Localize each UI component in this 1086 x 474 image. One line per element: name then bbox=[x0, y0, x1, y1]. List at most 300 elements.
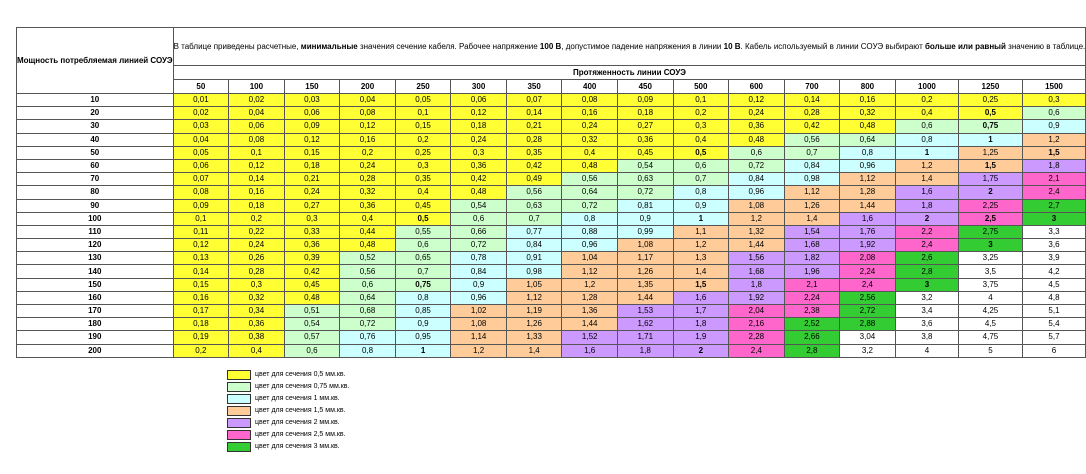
section-cell: 0,06 bbox=[284, 107, 340, 120]
power-value: 170 bbox=[17, 305, 174, 318]
section-cell: 0,06 bbox=[451, 94, 507, 107]
section-cell: 0,72 bbox=[451, 239, 507, 252]
length-value: 350 bbox=[506, 80, 562, 94]
section-cell: 0,76 bbox=[340, 331, 396, 344]
section-cell: 0,63 bbox=[617, 173, 673, 186]
legend-label: цвет для сечения 1 мм.кв. bbox=[255, 395, 340, 402]
legend-label: цвет для сечения 0,75 мм.кв. bbox=[255, 383, 350, 390]
section-cell: 0,98 bbox=[784, 173, 840, 186]
section-cell: 1,2 bbox=[1022, 133, 1086, 146]
section-cell: 0,54 bbox=[451, 199, 507, 212]
section-cell: 0,02 bbox=[229, 94, 285, 107]
section-cell: 0,36 bbox=[340, 199, 396, 212]
section-cell: 0,39 bbox=[284, 252, 340, 265]
legend-swatch bbox=[227, 394, 251, 404]
section-cell: 0,84 bbox=[451, 265, 507, 278]
section-cell: 1,44 bbox=[840, 199, 896, 212]
section-cell: 1,7 bbox=[673, 305, 729, 318]
section-cell: 1,76 bbox=[840, 225, 896, 238]
section-cell: 0,42 bbox=[451, 173, 507, 186]
section-cell: 0,4 bbox=[395, 186, 451, 199]
power-value: 110 bbox=[17, 225, 174, 238]
section-cell: 1,52 bbox=[562, 331, 618, 344]
section-cell: 1,1 bbox=[673, 225, 729, 238]
table-row bbox=[17, 265, 1086, 278]
section-cell: 1,54 bbox=[784, 225, 840, 238]
section-cell: 1,26 bbox=[506, 318, 562, 331]
length-value: 200 bbox=[340, 80, 396, 94]
section-cell: 0,6 bbox=[284, 344, 340, 357]
table-row bbox=[17, 212, 1086, 225]
section-cell: 0,32 bbox=[562, 133, 618, 146]
section-cell: 0,2 bbox=[395, 133, 451, 146]
section-cell: 0,32 bbox=[840, 107, 896, 120]
section-cell: 0,36 bbox=[284, 239, 340, 252]
section-cell: 1,08 bbox=[617, 239, 673, 252]
legend-item bbox=[227, 394, 340, 405]
section-cell: 1 bbox=[895, 146, 958, 159]
section-cell: 0,48 bbox=[562, 159, 618, 172]
table-row bbox=[17, 305, 1086, 318]
length-value: 400 bbox=[562, 80, 618, 94]
legend-label: цвет для сечения 0,5 мм.кв. bbox=[255, 371, 346, 378]
section-cell: 0,28 bbox=[340, 173, 396, 186]
length-value: 1000 bbox=[895, 80, 958, 94]
section-cell: 2,5 bbox=[959, 212, 1022, 225]
section-cell: 3,4 bbox=[895, 305, 958, 318]
section-cell: 0,2 bbox=[229, 212, 285, 225]
section-cell: 1,71 bbox=[617, 331, 673, 344]
section-cell: 0,6 bbox=[895, 120, 958, 133]
section-cell: 0,4 bbox=[340, 212, 396, 225]
section-cell: 0,3 bbox=[284, 212, 340, 225]
section-cell: 0,27 bbox=[284, 199, 340, 212]
length-value: 700 bbox=[784, 80, 840, 94]
section-cell: 0,64 bbox=[562, 186, 618, 199]
section-cell: 0,78 bbox=[451, 252, 507, 265]
section-cell: 2 bbox=[895, 212, 958, 225]
section-cell: 0,51 bbox=[284, 305, 340, 318]
section-cell: 0,91 bbox=[506, 252, 562, 265]
section-cell: 3,2 bbox=[840, 344, 896, 357]
section-cell: 2 bbox=[673, 344, 729, 357]
section-cell: 1,5 bbox=[1022, 146, 1086, 159]
section-cell: 0,7 bbox=[506, 212, 562, 225]
section-cell: 2,72 bbox=[840, 305, 896, 318]
note-part: больше или равный bbox=[924, 41, 1006, 51]
power-value: 150 bbox=[17, 278, 174, 291]
section-cell: 0,09 bbox=[173, 199, 229, 212]
section-cell: 1,04 bbox=[562, 252, 618, 265]
section-cell: 0,36 bbox=[451, 159, 507, 172]
section-cell: 0,36 bbox=[617, 133, 673, 146]
section-cell: 0,8 bbox=[562, 212, 618, 225]
section-cell: 0,72 bbox=[617, 186, 673, 199]
section-cell: 0,1 bbox=[673, 94, 729, 107]
table-row bbox=[17, 239, 1086, 252]
section-cell: 0,4 bbox=[673, 133, 729, 146]
section-cell: 0,56 bbox=[562, 173, 618, 186]
section-cell: 0,02 bbox=[173, 107, 229, 120]
section-cell: 1,08 bbox=[451, 318, 507, 331]
section-cell: 0,14 bbox=[506, 107, 562, 120]
section-cell: 0,24 bbox=[229, 239, 285, 252]
section-cell: 0,01 bbox=[173, 94, 229, 107]
section-cell: 0,18 bbox=[284, 159, 340, 172]
section-cell: 1,4 bbox=[784, 212, 840, 225]
section-cell: 1,2 bbox=[451, 344, 507, 357]
section-cell: 0,3 bbox=[673, 120, 729, 133]
section-cell: 0,96 bbox=[451, 291, 507, 304]
section-cell: 1 bbox=[673, 212, 729, 225]
section-cell: 0,84 bbox=[784, 159, 840, 172]
section-cell: 4,75 bbox=[959, 331, 1022, 344]
section-cell: 1,12 bbox=[506, 291, 562, 304]
section-cell: 2,04 bbox=[729, 305, 785, 318]
section-cell: 0,05 bbox=[173, 146, 229, 159]
section-cell: 0,64 bbox=[340, 291, 396, 304]
section-cell: 0,16 bbox=[840, 94, 896, 107]
section-cell: 1,96 bbox=[784, 265, 840, 278]
section-cell: 0,48 bbox=[284, 291, 340, 304]
section-cell: 2,4 bbox=[895, 239, 958, 252]
section-cell: 0,34 bbox=[229, 305, 285, 318]
table-row bbox=[17, 146, 1086, 159]
section-cell: 0,24 bbox=[562, 120, 618, 133]
section-cell: 0,15 bbox=[173, 278, 229, 291]
length-value: 150 bbox=[284, 80, 340, 94]
section-cell: 1,8 bbox=[673, 318, 729, 331]
section-cell: 0,18 bbox=[451, 120, 507, 133]
section-cell: 2,4 bbox=[729, 344, 785, 357]
power-value: 30 bbox=[17, 120, 174, 133]
section-cell: 4,2 bbox=[1022, 265, 1086, 278]
section-cell: 0,96 bbox=[729, 186, 785, 199]
section-cell: 2,52 bbox=[784, 318, 840, 331]
section-cell: 0,72 bbox=[562, 199, 618, 212]
section-cell: 0,16 bbox=[562, 107, 618, 120]
section-cell: 0,6 bbox=[451, 212, 507, 225]
section-cell: 2,16 bbox=[729, 318, 785, 331]
section-cell: 0,13 bbox=[173, 252, 229, 265]
section-cell: 0,52 bbox=[340, 252, 396, 265]
section-cell: 1,56 bbox=[729, 252, 785, 265]
section-cell: 0,42 bbox=[784, 120, 840, 133]
section-cell: 0,3 bbox=[451, 146, 507, 159]
section-cell: 0,09 bbox=[617, 94, 673, 107]
table-row bbox=[17, 133, 1086, 146]
section-cell: 0,77 bbox=[506, 225, 562, 238]
section-cell: 0,21 bbox=[284, 173, 340, 186]
section-cell: 1,8 bbox=[729, 278, 785, 291]
section-cell: 1,08 bbox=[729, 199, 785, 212]
section-cell: 0,98 bbox=[506, 265, 562, 278]
section-cell: 0,48 bbox=[340, 239, 396, 252]
section-cell: 0,75 bbox=[959, 120, 1022, 133]
section-cell: 1,8 bbox=[895, 199, 958, 212]
legend-swatch bbox=[227, 370, 251, 380]
section-cell: 1,36 bbox=[562, 305, 618, 318]
section-cell: 0,16 bbox=[340, 133, 396, 146]
section-cell: 0,8 bbox=[340, 344, 396, 357]
section-cell: 1,33 bbox=[506, 331, 562, 344]
section-cell: 1,53 bbox=[617, 305, 673, 318]
section-cell: 0,04 bbox=[229, 107, 285, 120]
section-cell: 0,84 bbox=[729, 173, 785, 186]
section-cell: 1,17 bbox=[617, 252, 673, 265]
section-cell: 1,26 bbox=[617, 265, 673, 278]
section-cell: 0,6 bbox=[395, 239, 451, 252]
section-cell: 0,96 bbox=[562, 239, 618, 252]
section-cell: 4 bbox=[959, 291, 1022, 304]
section-cell: 1,35 bbox=[617, 278, 673, 291]
section-cell: 0,2 bbox=[673, 107, 729, 120]
section-cell: 0,09 bbox=[284, 120, 340, 133]
section-cell: 0,14 bbox=[173, 265, 229, 278]
section-cell: 0,4 bbox=[895, 107, 958, 120]
power-value: 130 bbox=[17, 252, 174, 265]
section-cell: 0,24 bbox=[284, 186, 340, 199]
power-value: 10 bbox=[17, 94, 174, 107]
section-cell: 0,9 bbox=[1022, 120, 1086, 133]
section-cell: 0,25 bbox=[395, 146, 451, 159]
section-cell: 0,15 bbox=[284, 146, 340, 159]
section-cell: 0,38 bbox=[229, 331, 285, 344]
section-cell: 0,56 bbox=[506, 186, 562, 199]
legend-swatch bbox=[227, 382, 251, 392]
power-value: 20 bbox=[17, 107, 174, 120]
section-cell: 0,17 bbox=[173, 305, 229, 318]
section-cell: 0,18 bbox=[229, 199, 285, 212]
section-cell: 1,68 bbox=[729, 265, 785, 278]
section-cell: 1 bbox=[395, 344, 451, 357]
section-cell: 2,08 bbox=[840, 252, 896, 265]
section-cell: 2,4 bbox=[840, 278, 896, 291]
section-cell: 2,28 bbox=[729, 331, 785, 344]
note-part: В таблице приведены расчетные, bbox=[173, 41, 301, 51]
table-row bbox=[17, 159, 1086, 172]
section-cell: 1,28 bbox=[562, 291, 618, 304]
section-cell: 3 bbox=[959, 239, 1022, 252]
section-cell: 0,95 bbox=[395, 331, 451, 344]
section-cell: 1,05 bbox=[506, 278, 562, 291]
table-row bbox=[17, 278, 1086, 291]
section-cell: 0,36 bbox=[229, 318, 285, 331]
table-row bbox=[17, 120, 1086, 133]
section-cell: 1,28 bbox=[840, 186, 896, 199]
section-cell: 2 bbox=[959, 186, 1022, 199]
table-row bbox=[17, 173, 1086, 186]
section-cell: 0,06 bbox=[173, 159, 229, 172]
section-cell: 0,2 bbox=[895, 94, 958, 107]
section-cell: 0,04 bbox=[173, 133, 229, 146]
section-cell: 4,25 bbox=[959, 305, 1022, 318]
section-cell: 0,3 bbox=[229, 278, 285, 291]
legend-swatch bbox=[227, 442, 251, 452]
legend-item bbox=[227, 406, 346, 417]
section-cell: 0,6 bbox=[1022, 107, 1086, 120]
section-cell: 0,55 bbox=[395, 225, 451, 238]
section-cell: 0,63 bbox=[506, 199, 562, 212]
power-value: 200 bbox=[17, 344, 174, 357]
section-cell: 5,4 bbox=[1022, 318, 1086, 331]
power-value: 190 bbox=[17, 331, 174, 344]
table-row bbox=[17, 225, 1086, 238]
power-value: 50 bbox=[17, 146, 174, 159]
section-cell: 0,72 bbox=[340, 318, 396, 331]
section-cell: 1,82 bbox=[784, 252, 840, 265]
section-cell: 1,6 bbox=[562, 344, 618, 357]
section-cell: 0,1 bbox=[395, 107, 451, 120]
section-cell: 1,4 bbox=[673, 265, 729, 278]
power-header: Мощность потребляемая линией СОУЭ bbox=[17, 28, 174, 94]
section-cell: 0,56 bbox=[784, 133, 840, 146]
section-cell: 0,12 bbox=[173, 239, 229, 252]
section-cell: 1,6 bbox=[895, 186, 958, 199]
section-cell: 0,22 bbox=[229, 225, 285, 238]
table-row bbox=[17, 199, 1086, 212]
section-cell: 0,32 bbox=[340, 186, 396, 199]
section-cell: 0,66 bbox=[451, 225, 507, 238]
table-note bbox=[173, 28, 1086, 66]
section-cell: 1,14 bbox=[451, 331, 507, 344]
section-cell: 0,03 bbox=[173, 120, 229, 133]
section-cell: 1,19 bbox=[506, 305, 562, 318]
table-row bbox=[17, 94, 1086, 107]
section-cell: 1,26 bbox=[784, 199, 840, 212]
power-value: 180 bbox=[17, 318, 174, 331]
section-cell: 3,5 bbox=[959, 265, 1022, 278]
section-cell: 0,5 bbox=[959, 107, 1022, 120]
section-cell: 5,7 bbox=[1022, 331, 1086, 344]
section-cell: 1,8 bbox=[617, 344, 673, 357]
section-cell: 3,6 bbox=[895, 318, 958, 331]
section-cell: 0,12 bbox=[451, 107, 507, 120]
section-cell: 0,68 bbox=[340, 305, 396, 318]
section-cell: 0,9 bbox=[673, 199, 729, 212]
section-cell: 0,08 bbox=[340, 107, 396, 120]
section-cell: 0,25 bbox=[959, 94, 1022, 107]
section-cell: 2,24 bbox=[840, 265, 896, 278]
power-value: 40 bbox=[17, 133, 174, 146]
length-value: 450 bbox=[617, 80, 673, 94]
section-cell: 3,25 bbox=[959, 252, 1022, 265]
section-cell: 3,9 bbox=[1022, 252, 1086, 265]
length-value: 1500 bbox=[1022, 80, 1086, 94]
section-cell: 0,6 bbox=[673, 159, 729, 172]
section-cell: 0,11 bbox=[173, 225, 229, 238]
section-cell: 0,14 bbox=[229, 173, 285, 186]
section-cell: 0,28 bbox=[506, 133, 562, 146]
section-cell: 0,49 bbox=[506, 173, 562, 186]
length-value: 50 bbox=[173, 80, 229, 94]
section-cell: 0,8 bbox=[395, 291, 451, 304]
cable-section-table bbox=[16, 27, 1086, 358]
section-cell: 0,19 bbox=[173, 331, 229, 344]
section-cell: 0,04 bbox=[340, 94, 396, 107]
note-part: . Кабель используемый в линии СОУЭ выбирают bbox=[740, 41, 925, 51]
note-part: 10 В bbox=[723, 41, 741, 51]
length-value: 800 bbox=[840, 80, 896, 94]
section-cell: 0,7 bbox=[784, 146, 840, 159]
section-cell: 3,04 bbox=[840, 331, 896, 344]
section-cell: 2,7 bbox=[1022, 199, 1086, 212]
section-cell: 1,6 bbox=[673, 291, 729, 304]
legend-label: цвет для сечения 2,5 мм.кв. bbox=[255, 431, 346, 438]
section-cell: 1,02 bbox=[451, 305, 507, 318]
note-part: 100 В bbox=[539, 41, 562, 51]
section-cell: 1,6 bbox=[840, 212, 896, 225]
section-cell: 0,4 bbox=[229, 344, 285, 357]
table-row bbox=[17, 252, 1086, 265]
section-cell: 1,3 bbox=[673, 252, 729, 265]
section-cell: 0,28 bbox=[784, 107, 840, 120]
legend-item bbox=[227, 442, 340, 453]
section-cell: 0,96 bbox=[840, 159, 896, 172]
section-cell: 0,2 bbox=[173, 344, 229, 357]
table-row bbox=[17, 344, 1086, 357]
section-cell: 3,6 bbox=[1022, 239, 1086, 252]
section-cell: 0,12 bbox=[284, 133, 340, 146]
section-cell: 0,9 bbox=[451, 278, 507, 291]
section-cell: 4,5 bbox=[1022, 278, 1086, 291]
section-cell: 2,24 bbox=[784, 291, 840, 304]
power-value: 160 bbox=[17, 291, 174, 304]
section-cell: 0,1 bbox=[229, 146, 285, 159]
length-value: 300 bbox=[451, 80, 507, 94]
section-cell: 4,8 bbox=[1022, 291, 1086, 304]
section-cell: 0,4 bbox=[562, 146, 618, 159]
section-cell: 3 bbox=[895, 278, 958, 291]
table-row bbox=[17, 331, 1086, 344]
section-cell: 5,1 bbox=[1022, 305, 1086, 318]
legend-label: цвет для сечения 3 мм.кв. bbox=[255, 443, 340, 450]
table-row bbox=[17, 318, 1086, 331]
section-cell: 2,56 bbox=[840, 291, 896, 304]
length-header: Протяженность линии СОУЭ bbox=[173, 66, 1086, 80]
section-cell: 0,33 bbox=[284, 225, 340, 238]
table-row bbox=[17, 107, 1086, 120]
section-cell: 0,64 bbox=[840, 133, 896, 146]
section-cell: 1,92 bbox=[729, 291, 785, 304]
section-cell: 0,45 bbox=[395, 199, 451, 212]
section-cell: 0,32 bbox=[229, 291, 285, 304]
section-cell: 1,4 bbox=[506, 344, 562, 357]
power-value: 140 bbox=[17, 265, 174, 278]
section-cell: 0,85 bbox=[395, 305, 451, 318]
section-cell: 0,48 bbox=[729, 133, 785, 146]
section-cell: 3,3 bbox=[1022, 225, 1086, 238]
section-cell: 0,6 bbox=[340, 278, 396, 291]
section-cell: 0,44 bbox=[340, 225, 396, 238]
section-cell: 0,8 bbox=[673, 186, 729, 199]
section-cell: 2,8 bbox=[895, 265, 958, 278]
section-cell: 2,88 bbox=[840, 318, 896, 331]
section-cell: 2,4 bbox=[1022, 186, 1086, 199]
section-cell: 1,5 bbox=[673, 278, 729, 291]
section-cell: 0,16 bbox=[173, 291, 229, 304]
length-value: 250 bbox=[395, 80, 451, 94]
section-cell: 0,54 bbox=[617, 159, 673, 172]
note-part: значения сечение кабеля. Рабочее напряжение bbox=[357, 41, 540, 51]
section-cell: 2,25 bbox=[959, 199, 1022, 212]
section-cell: 0,12 bbox=[340, 120, 396, 133]
section-cell: 0,08 bbox=[229, 133, 285, 146]
section-cell: 0,6 bbox=[729, 146, 785, 159]
section-cell: 0,45 bbox=[617, 146, 673, 159]
section-cell: 0,84 bbox=[506, 239, 562, 252]
section-cell: 2,8 bbox=[784, 344, 840, 357]
